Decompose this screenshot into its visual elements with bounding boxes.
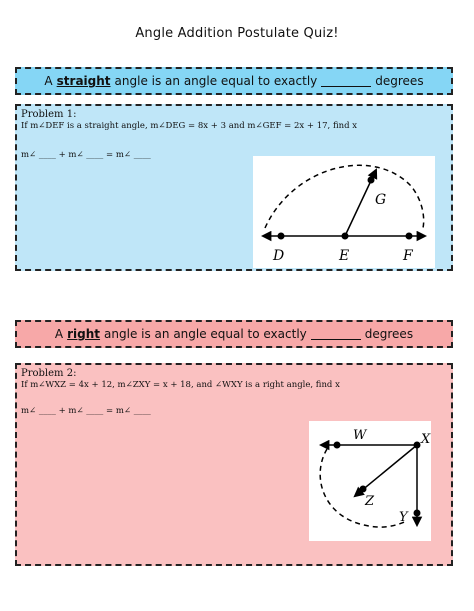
label-d: D (273, 248, 285, 264)
problem-2-panel (15, 363, 453, 566)
page-title: Angle Addition Postulate Quiz! (135, 26, 339, 41)
problem-title: Problem 1: (21, 109, 77, 120)
point-d (278, 233, 285, 240)
point-x (414, 442, 421, 449)
answer-blank[interactable] (311, 328, 361, 340)
problem-title: Problem 2: (21, 368, 77, 379)
point-z (360, 486, 367, 493)
banner-text: angle is an angle equal to exactly (114, 74, 318, 88)
point-y (414, 510, 421, 517)
label-f: F (403, 248, 413, 264)
label-e: E (339, 248, 350, 264)
point-g (368, 177, 375, 184)
banner-end: degrees (364, 327, 414, 341)
label-z: Z (365, 494, 375, 509)
banner-prefix: A (54, 327, 64, 341)
label-g: G (375, 192, 387, 208)
banner-text: angle is an angle equal to exactly (104, 327, 307, 341)
answer-blank[interactable] (321, 75, 371, 87)
label-w: W (353, 428, 367, 443)
banner-prefix: A (44, 74, 53, 88)
problem-1-panel (15, 104, 453, 271)
straight-angle-figure (253, 156, 435, 268)
problem-question: If m∠WXZ = 4x + 12, m∠ZXY = x + 18, and ∠WXY is a right angle, find x (21, 380, 340, 390)
label-x: X (421, 432, 431, 447)
equation-template: m∠ ____ + m∠ ____ = m∠ ____ (21, 150, 151, 160)
equation-template: m∠ ____ + m∠ ____ = m∠ ____ (21, 406, 151, 416)
right-angle-figure (309, 421, 431, 541)
banner-keyword: right (67, 327, 101, 341)
label-y: Y (399, 510, 408, 525)
point-f (406, 233, 413, 240)
banner-keyword: straight (56, 74, 111, 88)
banner-end: degrees (375, 74, 424, 88)
point-w (334, 442, 341, 449)
straight-angle-banner (15, 67, 453, 95)
arc-dashed (265, 165, 424, 228)
problem-question: If m∠DEF is a straight angle, m∠DEG = 8x + 3 and m∠GEF = 2x + 17, find x (21, 121, 358, 131)
right-angle-banner (15, 320, 453, 348)
point-e (342, 233, 349, 240)
